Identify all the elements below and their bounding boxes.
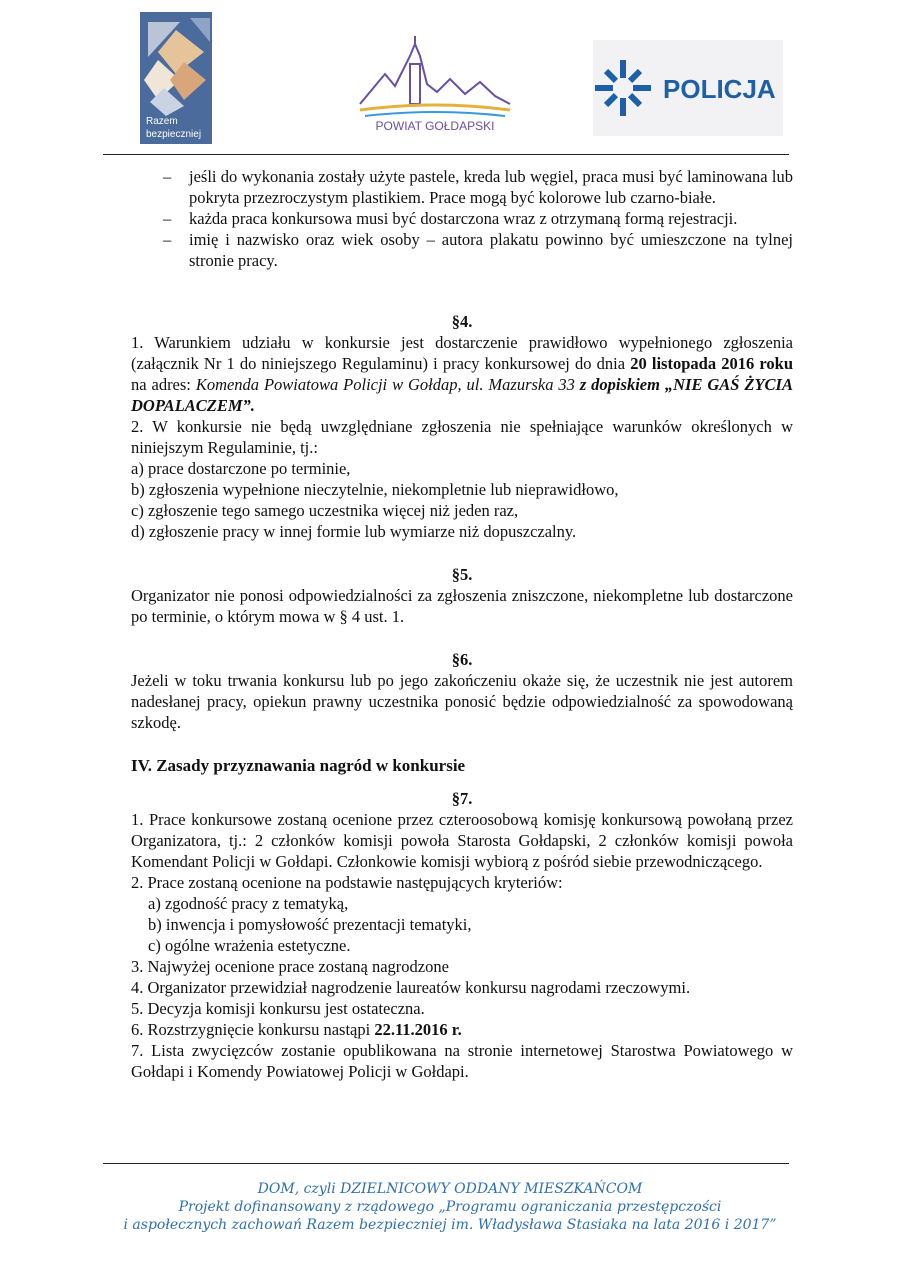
section-7-paragraph-4: 4. Organizator przewidział nagrodzenie laureatów konkursu nagrodami rzeczowymi. — [131, 978, 691, 997]
policja-logo — [593, 40, 783, 136]
section-7-title: §7. — [451, 789, 473, 808]
result-date: 22.11.2016 r. — [374, 1020, 462, 1039]
list-item: d) zgłoszenie pracy w innej formie lub wymiarze niż dopuszczalny. — [131, 522, 577, 541]
list-item: c) zgłoszenie tego samego uczestnika więcej niż jeden raz, — [131, 501, 519, 520]
footer-line-1: DOM, czyli DZIELNICOWY ODDANY MIESZKAŃCOM — [257, 1181, 643, 1197]
list-item: b) inwencja i pomysłowość prezentacji tematyki, — [148, 915, 472, 934]
criteria-list — [131, 893, 793, 956]
list-item: c) ogólne wrażenia estetyczne. — [148, 936, 351, 955]
section-7-paragraph-3: 3. Najwyżej ocenione prace zostaną nagrodzone — [131, 957, 449, 976]
header-divider — [103, 154, 789, 155]
document-body — [131, 166, 793, 1082]
list-item: a) prace dostarczone po terminie, — [131, 459, 351, 478]
list-item: – imię i nazwisko oraz wiek osoby – autora plakatu powinno być umieszczone na tylnej stronie pracy. — [163, 230, 793, 270]
dash-marker: – — [163, 167, 172, 186]
footer-line-3: i aspołecznych zachowań Razem bezpieczniej im. Władysława Stasiaka na lata 2016 i 2017” — [123, 1217, 777, 1233]
requirements-list — [131, 166, 793, 271]
section-6-text: Jeżeli w toku trwania konkursu lub po jego zakończeniu okaże się, że uczestnik nie jest autorem nadesłanej pracy, opiekun prawny uczestnika ponosić będzie odpowiedzialność za spowodowaną szkodę. — [131, 671, 793, 732]
powiat-logo-text: POWIAT GOŁDAPSKI — [375, 119, 495, 133]
address: Komenda Powiatowa Policji w Gołdap, ul. Mazurska 33 — [195, 375, 575, 394]
list-item: a) zgodność pracy z tematyką, — [148, 894, 349, 913]
chapter-heading: IV. Zasady przyznawania nagród w konkursie — [131, 756, 466, 775]
list-item: – jeśli do wykonania zostały użyte pastele, kreda lub węgiel, praca musi być laminowana lub pokryta przezroczystym plastikiem. Prace mogą być kolorowe lub czarno-białe. — [163, 167, 793, 207]
footer — [0, 1180, 900, 1234]
section-4-title: §4. — [451, 312, 473, 331]
razem-bezpieczniej-logo — [140, 12, 212, 144]
section-6-title: §6. — [451, 650, 473, 669]
section-5-text: Organizator nie ponosi odpowiedzialności za zgłoszenia zniszczone, niekompletne lub dostarczone po terminie, o którym mowa w § 4 ust. 1. — [131, 586, 793, 626]
dash-marker: – — [163, 230, 172, 249]
footer-divider — [103, 1163, 789, 1164]
section-5-title: §5. — [451, 565, 473, 584]
policja-logo-text: POLICJA — [663, 74, 776, 104]
section-4-paragraph-2: 2. W konkursie nie będą uwzględniane zgłoszenia nie spełniające warunków określonych w niniejszym Regulaminie, tj.: — [131, 417, 793, 457]
section-7-paragraph-5: 5. Decyzja komisji konkursu jest ostateczna. — [131, 999, 425, 1018]
razem-logo-line1: Razem — [146, 116, 178, 127]
section-4-paragraph-1: 1. Warunkiem udziału w konkursie jest dostarczenie prawidłowo wypełnionego zgłoszenia (załącznik Nr 1 do niniejszego Regulaminu) i pracy konkursowej do dnia 20 listopada 2016 roku na adres: Komenda Powiatowa Policji w Gołdap, ul. Mazurska 33 z dopiskiem „NIE GAŚ ŻYCIA DOPALACZEM”. — [131, 333, 793, 415]
section-7-paragraph-7: 7. Lista zwycięzców zostanie opublikowana na stronie internetowej Starostwa Powiatowego w Gołdapi i Komendy Powiatowej Policji w Gołdapi. — [131, 1041, 793, 1081]
list-item: b) zgłoszenia wypełnione nieczytelnie, niekompletnie lub nieprawidłowo, — [131, 480, 619, 499]
annotation-note: z dopiskiem „NIE GAŚ ŻYCIA DOPALACZEM”. — [131, 375, 793, 415]
powiat-goldapski-logo — [355, 34, 515, 134]
list-item: – każda praca konkursowa musi być dostarczona wraz z otrzymaną formą rejestracji. — [163, 209, 738, 228]
razem-logo-line2: bezpieczniej — [146, 129, 202, 140]
section-7-paragraph-6: 6. Rozstrzygnięcie konkursu nastąpi 22.11.2016 r. — [131, 1020, 462, 1039]
rejection-list — [131, 458, 793, 542]
dash-marker: – — [163, 209, 172, 228]
section-7-paragraph-1: 1. Prace konkursowe zostaną ocenione przez czteroosobową komisję konkursową powołaną przez Organizatora, tj.: 2 członków komisji powoła Starosta Gołdapski, 2 członków komisji powoła Komendant Policji w Gołdapi. Członkowie komisji wybiorą z pośród siebie przewodniczącego. — [131, 810, 793, 871]
deadline-date: 20 listopada 2016 roku — [630, 354, 793, 373]
footer-line-2: Projekt dofinansowany z rządowego „Programu ograniczania przestępczości — [178, 1199, 722, 1215]
section-7-paragraph-2: 2. Prace zostaną ocenione na podstawie następujących kryteriów: — [131, 873, 563, 892]
